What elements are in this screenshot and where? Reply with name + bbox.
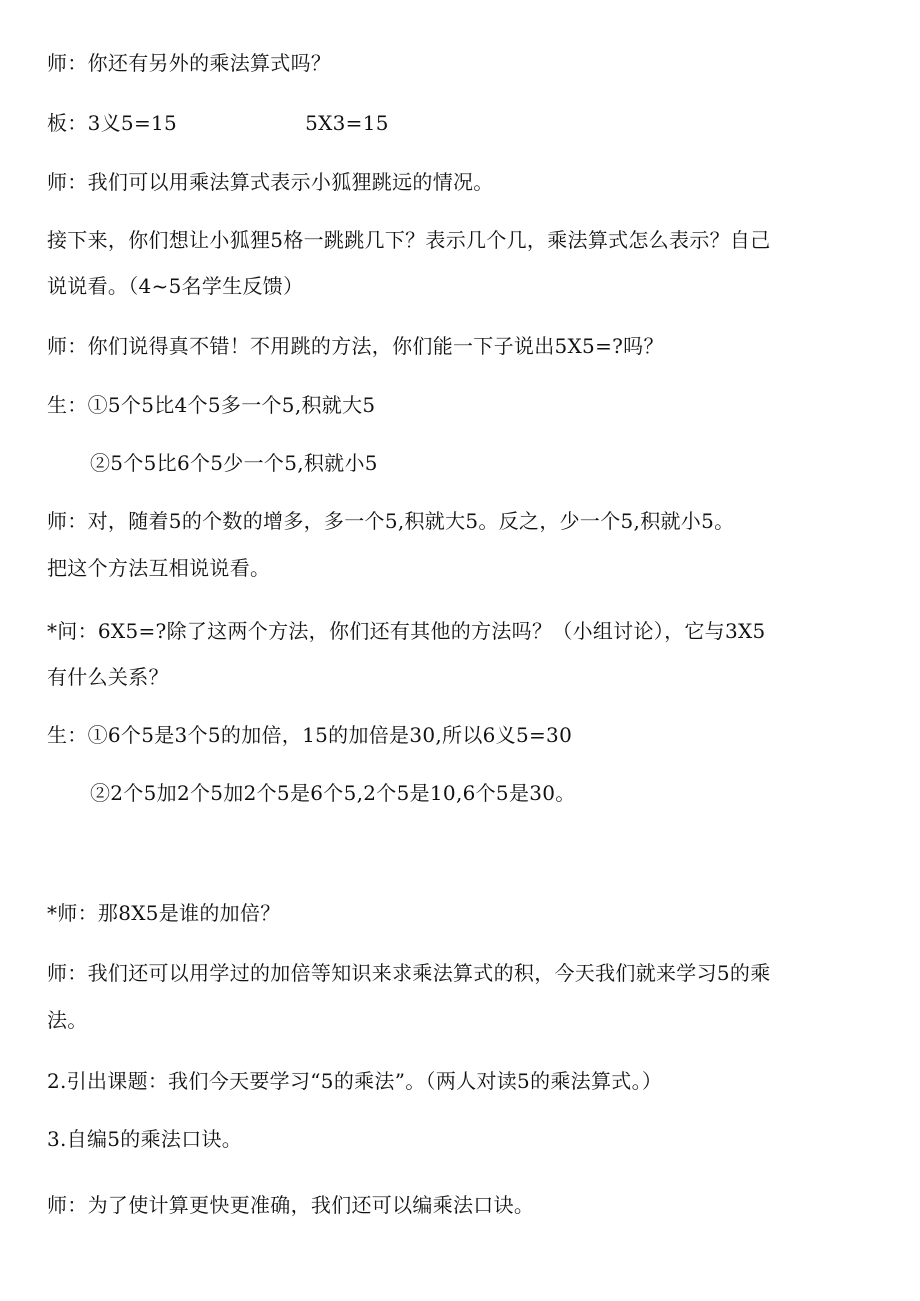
board-equation-1: 板：3义5=15 <box>47 111 178 135</box>
student-answer: 生：①5个5比4个5多一个5,积就大5 <box>47 393 376 417</box>
question-line: *问：6X5=?除了这两个方法，你们还有其他的方法吗？（小组讨论），它与3X5 <box>47 619 766 643</box>
student-answer: 生：①6个5是3个5的加倍，15的加倍是30,所以6义5=30 <box>47 723 573 747</box>
student-answer: ②5个5比6个5少一个5,积就小5 <box>90 451 378 475</box>
text-line: 把这个方法互相说说看。 <box>47 556 271 580</box>
board-line <box>47 111 389 135</box>
text-line: 师：我们还可以用学过的加倍等知识来求乘法算式的积，今天我们就来学习5的乘 <box>47 961 771 985</box>
text-line: 师：为了使计算更快更准确，我们还可以编乘法口诀。 <box>47 1193 535 1217</box>
question-line: *师：那8X5是谁的加倍？ <box>47 901 281 925</box>
section-heading: 2.引出课题：我们今天要学习“5的乘法”。（两人对读5的乘法算式。） <box>47 1069 663 1093</box>
text-line: 师：对，随着5的个数的增多，多一个5,积就大5。反之，少一个5,积就小5。 <box>47 509 735 533</box>
text-line: 法。 <box>47 1008 88 1032</box>
text-line: 说说看。（4~5名学生反馈） <box>47 274 304 298</box>
student-answer: ②2个5加2个5加2个5是6个5,2个5是10,6个5是30。 <box>90 781 576 805</box>
text-line: 师：你还有另外的乘法算式吗？ <box>47 51 332 75</box>
board-equation-2: 5X3=15 <box>305 111 389 135</box>
text-line: 师：你们说得真不错！不用跳的方法，你们能一下子说出5X5=?吗？ <box>47 334 664 358</box>
text-line: 有什么关系？ <box>47 665 169 689</box>
text-line: 师：我们可以用乘法算式表示小狐狸跳远的情况。 <box>47 170 494 194</box>
text-line: 接下来，你们想让小狐狸5格一跳跳几下？表示几个几，乘法算式怎么表示？自己 <box>47 228 771 252</box>
section-heading: 3.自编5的乘法口诀。 <box>47 1127 243 1151</box>
